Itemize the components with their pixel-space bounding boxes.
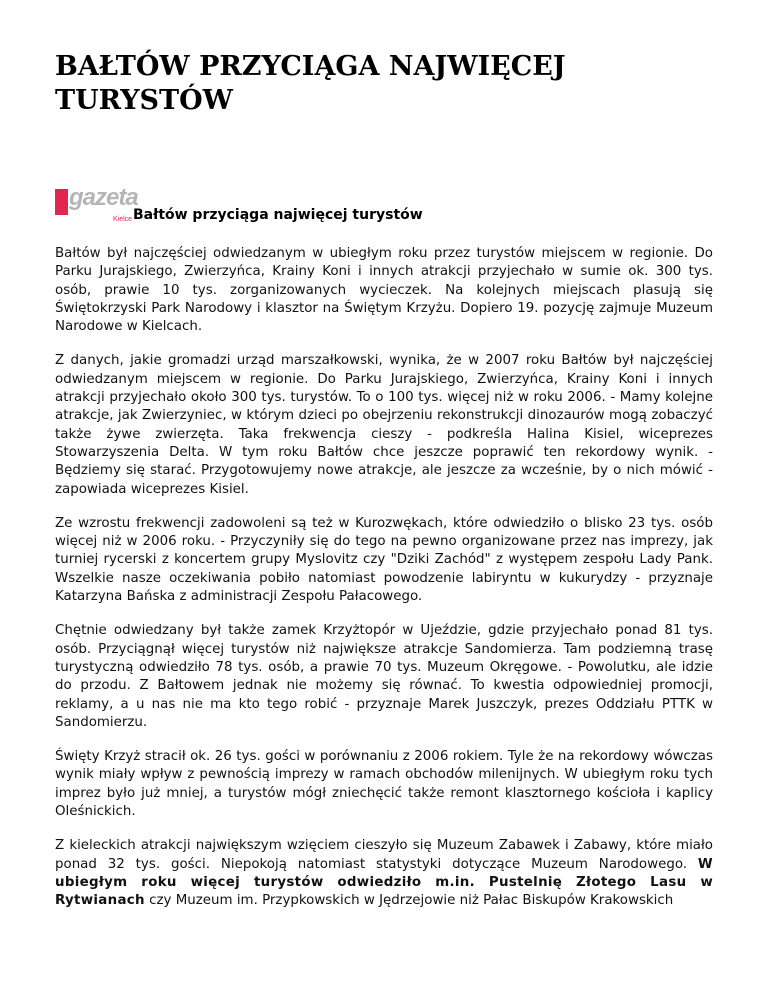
paragraph-text: czy Muzeum im. Przypkowskich w Jędrzejowie niż Pałac Biskupów Krakowskich bbox=[144, 893, 674, 909]
article-title: BAŁTÓW PRZYCIĄGA NAJWIĘCEJ TURYSTÓW bbox=[55, 51, 566, 116]
paragraph-text: Z kieleckich atrakcji największym wzięciem cieszyło się Muzeum Zabawek i Zabawy, które miało ponad 32 tys. gości. Niepokoją natomiast statystyki dotyczące Muzeum Narodowego. bbox=[55, 838, 713, 872]
paragraph: Chętnie odwiedzany był także zamek Krzyżtopór w Ujeździe, gdzie przyjechało ponad 81 tys. osób. Przyciągnął więcej turystów niż największe atrakcje Sandomierza. Tam podziemną trasę turystyczną odwiedziło 78 tys. osób, a prawie 70 tys. Muzeum Okręgowe. - Powolutku, ale idzie do przodu. Z Bałtowem jednak nie możemy się równać. To kwestia odpowiedniej promocji, reklamy, a u nas nie ma kto tego robić - przyznaje Marek Juszczyk, prezes Oddziału PTTK w Sandomierzu. bbox=[55, 623, 713, 730]
article-body bbox=[55, 245, 713, 927]
paragraph: Święty Krzyż stracił ok. 26 tys. gości w porównaniu z 2006 rokiem. Tyle że na rekordowy wówczas wynik miały wpływ z pewnością imprezy w ramach obchodów milenijnych. W ubiegłym roku tych imprez było już mniej, a turystów mógł zniechęcić także remont klasztornego kościoła i kaplicy Oleśnickich. bbox=[55, 749, 713, 820]
paragraph: Ze wzrostu frekwencji zadowoleni są też w Kurozwękach, które odwiedziło o blisko 23 tys. osób więcej niż w 2006 roku. - Przyczyniły się do tego na pewno organizowane przez nas imprezy, jak turniej rycerski z koncertem grupy Myslovitz czy "Dziki Zachód" z występem zespołu Lady Pank. Wszelkie nasze oczekiwania pobiło natomiast powodzenie labiryntu w kukurydzy - przyznaje Katarzyna Bańska z administracji Zespołu Pałacowego. bbox=[55, 515, 713, 605]
paragraph: Z danych, jakie gromadzi urząd marszałkowski, wynika, że w 2007 roku Bałtów był najczęściej odwiedzanym miejscem w regionie. Do Parku Jurajskiego, Zwierzyńca, Krainy Koni i innych atrakcji przyjechało około 300 tys. turystów. To o 100 tys. więcej niż w roku 2006. - Mamy kolejne atrakcje, jak Zwierzyniec, w którym dzieci po obejrzeniu rekonstrukcji dinozaurów mogą zobaczyć także żywe zwierzęta. Taka frekwencja cieszy - podkreśla Halina Kisiel, wiceprezes Stowarzyszenia Delta. W tym roku Bałtów chce jeszcze poprawić ten rekordowy wynik. - Będziemy się starać. Przygotowujemy nowe atrakcje, ale jeszcze za wcześnie, by o nich mówić - zapowiada wiceprezes Kisiel. bbox=[55, 353, 713, 497]
gazeta-kielce-logo bbox=[55, 184, 138, 226]
article-subtitle: Bałtów przyciąga najwięcej turystów bbox=[133, 207, 423, 223]
logo-word: gazeta bbox=[69, 184, 138, 211]
logo-red-bar bbox=[55, 189, 68, 215]
paragraph-last bbox=[55, 837, 713, 910]
article-header-row bbox=[55, 186, 713, 226]
paragraph: Bałtów był najczęściej odwiedzanym w ubiegłym roku przez turystów miejscem w regionie. Do Parku Jurajskiego, Zwierzyńca, Krainy Koni i innych atrakcji przyjechało w sumie ok. 300 tys. osób, prawie 10 tys. zorganizowanych wycieczek. Na kolejnych miejscach plasują się Świętokrzyski Park Narodowy i klasztor na Świętym Krzyżu. Dopiero 19. pozycję zajmuje Muzeum Narodowe w Kielcach. bbox=[55, 246, 713, 335]
logo-city: Kielce bbox=[113, 216, 133, 223]
paragraph-bold-text: W ubiegłym roku więcej turystów odwiedziło m.in. Pustelnię Złotego Lasu w Rytwianach bbox=[55, 856, 713, 909]
